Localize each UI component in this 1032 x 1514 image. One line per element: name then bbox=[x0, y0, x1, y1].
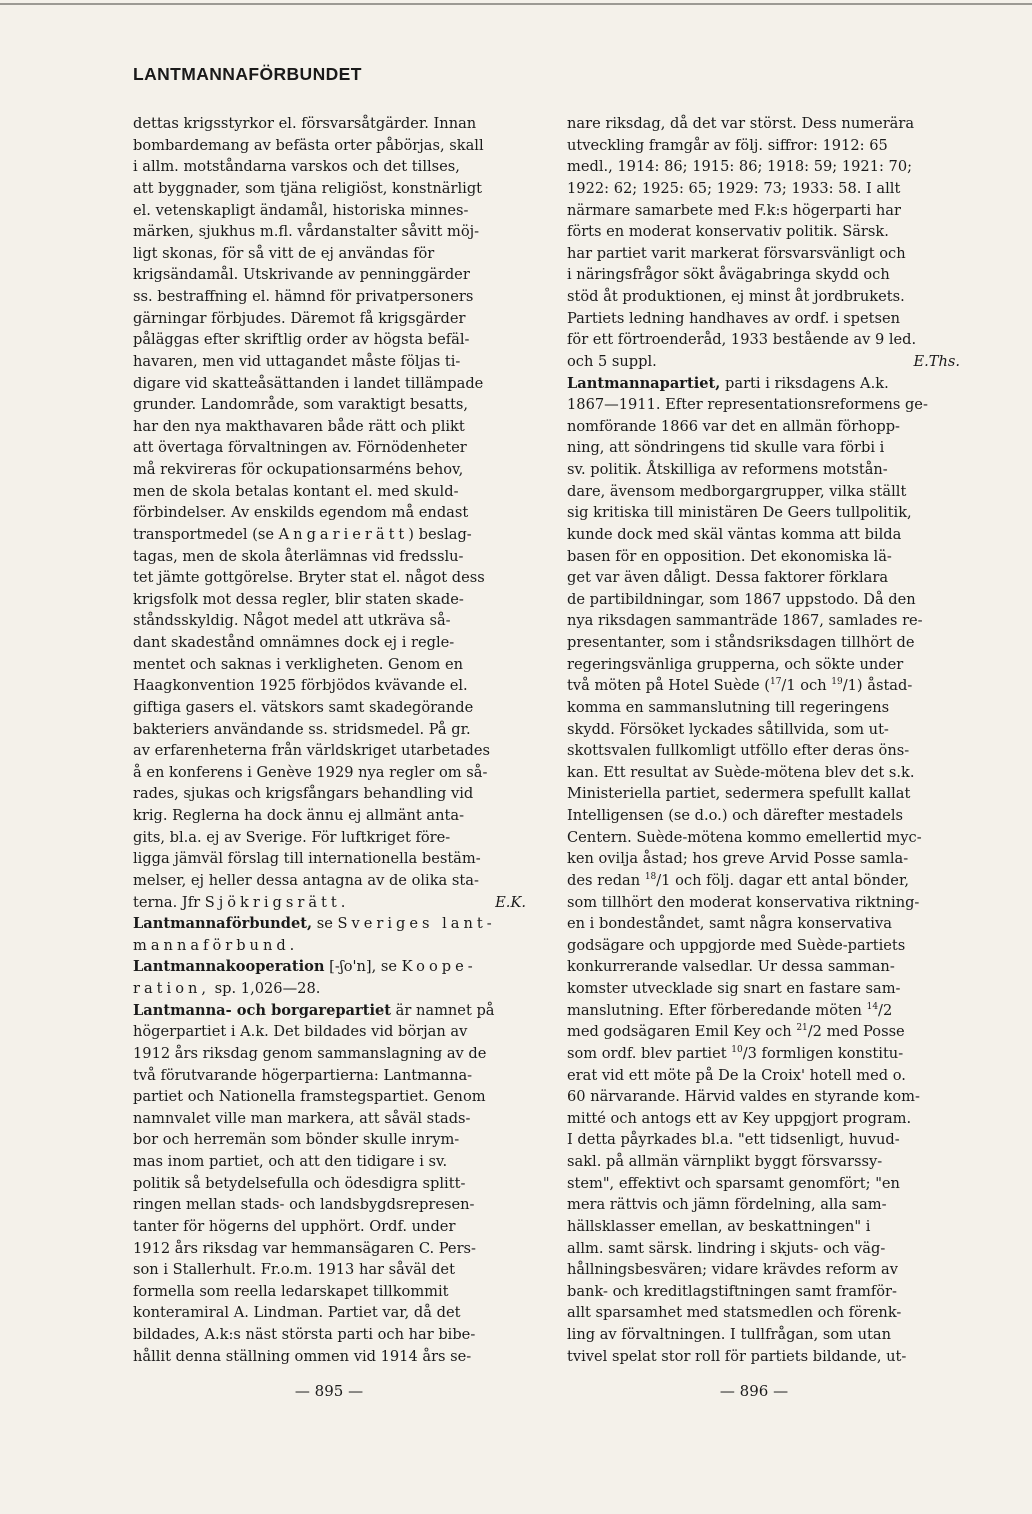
redan-sup: 18 bbox=[644, 872, 657, 883]
left-lines-1 bbox=[133, 113, 526, 524]
text-line: högerpartiet i A.k. Det bildades vid början av bbox=[133, 1023, 468, 1041]
text-line: hällsklasser emellan, av beskattningen" i bbox=[567, 1217, 871, 1235]
text-line: sig kritiska till ministären De Geers tullpolitik, bbox=[567, 504, 912, 522]
text-line: av erfarenheterna från världskriget utarbetades bbox=[133, 742, 491, 760]
jfr-link[interactable]: Sjökrigsrätt. bbox=[204, 893, 350, 911]
redan-line bbox=[567, 870, 960, 892]
text-line: medl., 1914: 86; 1915: 86; 1918: 59; 1921: 70; bbox=[567, 158, 913, 176]
top-border-rule bbox=[0, 3, 1032, 5]
signature-ek: E.K. bbox=[495, 893, 526, 911]
text-line: nomförande 1866 var det en allmän förhopp- bbox=[567, 417, 900, 435]
text-line: krigsfolk mot dessa regler, blir staten skade- bbox=[133, 590, 464, 608]
left-lines-3 bbox=[133, 1021, 526, 1367]
text-line: allm. samt särsk. lindring i skjuts- och väg- bbox=[567, 1239, 886, 1257]
text-line: två förutvarande högerpartierna: Lantmanna- bbox=[133, 1066, 473, 1084]
text-line: utveckling framgår av följ. siffror: 1912: 65 bbox=[567, 136, 888, 154]
text-line: stöd åt produktionen, ej minst åt jordbrukets. bbox=[567, 288, 905, 305]
entry2-continuation bbox=[133, 935, 526, 957]
text-line: må rekvireras för ockupationsarméns behov, bbox=[133, 461, 464, 478]
text-line: son i Stallerhult. Fr.o.m. 1913 har såväl det bbox=[133, 1261, 455, 1279]
text-line: nare riksdag, då det var störst. Dess numerära bbox=[567, 115, 915, 132]
text-line: mera rättvis och jämn fördelning, alla sam- bbox=[567, 1196, 887, 1214]
suede-post: /1) åstad- bbox=[842, 677, 913, 695]
text-line: grunder. Landområde, som varaktigt besatts, bbox=[133, 396, 469, 414]
mote-pre: manslutning. Efter förberedande möten bbox=[567, 1001, 867, 1019]
text-line: gits, bl.a. ej av Sverige. För luftkriget före- bbox=[133, 828, 451, 846]
text-line: krig. Reglerna ha dock ännu ej allmänt anta- bbox=[133, 807, 465, 824]
text-line: skydd. Försöket lyckades såtillvida, som ut- bbox=[567, 720, 889, 738]
entry-head-lantmannaforbundet: Lantmannaförbundet, bbox=[133, 915, 313, 933]
text-line: basen för en opposition. Det ekonomiska lä- bbox=[567, 547, 892, 565]
text-line: ringen mellan stads- och landsbygdsrepresen- bbox=[133, 1196, 475, 1214]
ordf-line bbox=[567, 1043, 960, 1065]
text-line: mas inom partiet, och att den tidigare i sv. bbox=[133, 1153, 448, 1170]
text-line: ning, att söndringens tid skulle vara förbi i bbox=[567, 439, 885, 457]
redan-post: /1 och följ. dagar ett antal bönder, bbox=[656, 871, 909, 889]
suede-pre: två möten på Hotel Suède ( bbox=[567, 677, 770, 695]
entry3-link[interactable]: Koope- bbox=[401, 958, 477, 976]
text-line: sv. politik. Åtskilliga av reformens motstån- bbox=[567, 461, 888, 478]
text-line: komma en sammanslutning till regeringens bbox=[567, 698, 890, 716]
right-lines-3 bbox=[567, 697, 960, 870]
text-line: påläggas efter skriftlig order av högsta befäl- bbox=[133, 331, 470, 349]
suede-sup2: 19 bbox=[831, 677, 843, 688]
text-line: men de skola betalas kontant el. med skuld- bbox=[133, 482, 459, 500]
entry4-first: är namnet på bbox=[391, 1001, 495, 1019]
suppl-text: och 5 suppl. bbox=[567, 352, 657, 370]
text-line: i näringsfrågor sökt åvägabringa skydd och bbox=[567, 266, 890, 284]
text-line: politik så betydelsefulla och ödesdigra splitt- bbox=[133, 1174, 466, 1192]
text-line: förbindelser. Av enskilds egendom må endast bbox=[133, 504, 469, 522]
text-line: närmare samarbete med F.k:s högerparti har bbox=[567, 201, 901, 219]
text-line: som tillhört den moderat konservativa riktning- bbox=[567, 893, 920, 911]
entry-head-lantmannapartiet: Lantmannapartiet, bbox=[567, 374, 721, 392]
text-line: att byggnader, som tjäna religiöst, konstnärligt bbox=[133, 179, 483, 197]
text-line: 1912 års riksdag var hemmansägaren C. Pers- bbox=[133, 1239, 476, 1257]
text-line: bakteriers användande ss. stridsmedel. På gr. bbox=[133, 720, 471, 738]
jfr-pre: terna. Jfr bbox=[133, 893, 205, 911]
text-line: dare, ävensom medborgargrupper, vilka ställt bbox=[567, 482, 907, 500]
entry2-link2[interactable]: mannaförbund. bbox=[133, 936, 299, 954]
text-line: namnvalet ville man markera, att såväl stads- bbox=[133, 1109, 471, 1127]
text-line: bildades, A.k:s näst största parti och har bibe- bbox=[133, 1326, 476, 1343]
text-line: skottsvalen fullkomligt utföllo efter deras öns- bbox=[567, 742, 910, 760]
right-lines-4 bbox=[567, 892, 960, 1000]
key-pre: med godsägaren Emil Key och bbox=[567, 1023, 797, 1041]
text-line: tvivel spelat stor roll för partiets bildande, ut- bbox=[567, 1347, 907, 1365]
text-line: 60 närvarande. Härvid valdes en styrande kom- bbox=[567, 1088, 920, 1106]
entry3-link2[interactable]: ration, bbox=[133, 980, 211, 997]
text-line: har partiet varit markerat försvarsvänligt och bbox=[567, 244, 906, 262]
text-line: 1867—1911. Efter representationsreformens ge- bbox=[567, 396, 928, 414]
text-line: dettas krigsstyrkor el. försvarsåtgärder. Innan bbox=[133, 115, 477, 132]
page-number-left: — 895 — bbox=[294, 1382, 364, 1400]
suede-sup1: 17 bbox=[769, 677, 782, 688]
text-line: tagas, men de skola återlämnas vid fredsslu- bbox=[133, 547, 464, 565]
suede-line bbox=[567, 675, 960, 697]
text-line: tet jämte gottgörelse. Bryter stat el. något dess bbox=[133, 569, 485, 587]
text-line: konteramiral A. Lindman. Partiet var, då det bbox=[133, 1304, 461, 1322]
text-line: giftiga gasers el. vätskors samt skadegörande bbox=[133, 698, 474, 716]
text-line: de partibildningar, som 1867 uppstodo. Då den bbox=[567, 590, 916, 608]
text-line: en i bondeståndet, samt några konservativa bbox=[567, 915, 892, 933]
text-line: Intelligensen (se d.o.) och därefter mestadels bbox=[567, 807, 903, 824]
entry-lantmannapartiet bbox=[567, 373, 960, 395]
text-line: dant skadestånd omnämnes dock ej i regle- bbox=[133, 634, 455, 651]
text-line: ståndsskyldig. Något medel att utkräva så- bbox=[133, 612, 451, 630]
text-line: erat vid ett möte på De la Croix' hotell med o. bbox=[567, 1066, 906, 1084]
text-line: krigsändamål. Utskrivande av penninggärder bbox=[133, 266, 470, 284]
ordf-pre: som ordf. blev partiet bbox=[567, 1044, 732, 1062]
suede-mid: /1 och bbox=[781, 677, 832, 695]
text-line: förts en moderat konservativ politik. Särsk. bbox=[567, 223, 889, 241]
angarie-line bbox=[133, 524, 526, 546]
key-post: /2 med Posse bbox=[807, 1023, 905, 1041]
text-line: bor och herremän som bönder skulle inrym- bbox=[133, 1131, 460, 1149]
right-lines-2 bbox=[567, 394, 960, 675]
text-line: märken, sjukhus m.fl. vårdanstalter såvitt möj- bbox=[133, 223, 480, 241]
text-line: att övertaga förvaltningen av. Förnödenheter bbox=[133, 439, 467, 457]
signature-eths: E.Ths. bbox=[913, 352, 960, 370]
text-line: allt sparsamhet med statsmedlen och förenk- bbox=[567, 1304, 902, 1322]
text-line: hållningsbesvären; vidare krävdes reform av bbox=[567, 1261, 898, 1279]
key-line bbox=[567, 1021, 960, 1043]
right-lines-5 bbox=[567, 1065, 960, 1368]
angarie-link[interactable]: Angarierätt bbox=[278, 525, 409, 543]
text-line: kan. Ett resultat av Suède-mötena blev det s.k. bbox=[567, 763, 915, 781]
text-line: rades, sjukas och krigsfångars behandling vid bbox=[133, 785, 474, 803]
text-line: gärningar förbjudes. Däremot få krigsgärder bbox=[133, 309, 466, 327]
jfr-line bbox=[133, 892, 526, 914]
text-line: el. vetenskapligt ändamål, historiska minnes- bbox=[133, 201, 469, 219]
text-line: formella som reella ledarskapet tillkommit bbox=[133, 1282, 449, 1300]
page-number-right: — 896 — bbox=[719, 1382, 789, 1400]
entry-head-borgarepartiet: Lantmanna- och borgarepartiet bbox=[133, 1001, 392, 1019]
text-line: godsägare och uppgjorde med Suède-partiets bbox=[567, 936, 906, 954]
text-line: ken ovilja åstad; hos greve Arvid Posse samla- bbox=[567, 850, 909, 868]
mote-post: /2 bbox=[878, 1001, 893, 1019]
text-line: ling av förvaltningen. I tullfrågan, som utan bbox=[567, 1326, 891, 1343]
entry2-pre: se bbox=[312, 915, 338, 933]
angarie-post: ) beslag- bbox=[408, 525, 472, 543]
text-line: havaren, men vid uttagandet måste följas ti- bbox=[133, 352, 461, 370]
entry-head-lantmannakooperation: Lantmannakooperation bbox=[133, 958, 325, 976]
right-lines-1 bbox=[567, 113, 960, 351]
text-line: 1912 års riksdag genom sammanslagning av de bbox=[133, 1044, 487, 1062]
angarie-pre: transportmedel (se bbox=[133, 525, 279, 543]
text-line: kunde dock med skäl väntas komma att bilda bbox=[567, 525, 902, 543]
text-line: nya riksdagen sammanträde 1867, samlades re- bbox=[567, 612, 923, 630]
text-line: Partiets ledning handhaves av ordf. i spetsen bbox=[567, 309, 901, 327]
text-line: mentet och saknas i verkligheten. Genom en bbox=[133, 655, 464, 673]
text-line: stem", effektivt och sparsamt genomfört; "en bbox=[567, 1174, 900, 1192]
text-line: get var även dåligt. Dessa faktorer förklara bbox=[567, 569, 889, 587]
text-line: I detta påyrkades bl.a. "ett tidsenligt, huvud- bbox=[567, 1131, 900, 1149]
text-line: konkurrerande valsedlar. Ur dessa samman- bbox=[567, 958, 895, 976]
text-line: bombardemang av befästa orter påbörjas, skall bbox=[133, 136, 484, 154]
text-line: å en konferens i Genève 1929 nya regler om så- bbox=[133, 763, 488, 781]
left-lines-2 bbox=[133, 546, 526, 892]
text-line: hållit denna ställning ommen vid 1914 års se- bbox=[133, 1347, 472, 1365]
text-line: ligt skonas, för så vitt de ej användas för bbox=[133, 244, 435, 262]
text-line: ss. bestraffning el. hämnd för privatpersoners bbox=[133, 288, 474, 305]
running-head: LANTMANNAFÖRBUNDET bbox=[133, 64, 362, 84]
text-line: Centern. Suède-mötena kommo emellertid myc- bbox=[567, 828, 922, 846]
entry-lantmannakooperation bbox=[133, 956, 526, 978]
entry-first: parti i riksdagens A.k. bbox=[720, 374, 889, 392]
text-line: 1922: 62; 1925: 65; 1929: 73; 1933: 58. I allt bbox=[567, 179, 901, 197]
key-sup: 21 bbox=[796, 1023, 808, 1034]
text-line: regeringsvänliga grupperna, och sökte under bbox=[567, 655, 904, 673]
text-line: har den nya makthavaren både rätt och plikt bbox=[133, 417, 465, 435]
redan-pre: des redan bbox=[567, 871, 645, 889]
text-line: melser, ej heller dessa antagna av de olika sta- bbox=[133, 871, 479, 889]
entry2-link[interactable]: Sveriges lant- bbox=[337, 915, 496, 933]
right-column bbox=[567, 113, 960, 1367]
ordf-post: /3 formligen konstitu- bbox=[742, 1044, 904, 1062]
suppl-line bbox=[567, 351, 960, 373]
entry-lantmannaforbundet bbox=[133, 913, 526, 935]
entry3-post: sp. 1,026—28. bbox=[210, 980, 321, 997]
text-line: tanter för högerns del upphört. Ordf. under bbox=[133, 1217, 456, 1235]
left-column bbox=[133, 113, 526, 1367]
ordf-sup: 10 bbox=[731, 1045, 743, 1056]
entry3-pre: [-ʃo'n], se bbox=[324, 958, 402, 976]
text-line: bank- och kreditlagstiftningen samt framför- bbox=[567, 1282, 897, 1300]
entry3-continuation bbox=[133, 978, 526, 1000]
text-line: sakl. på allmän värnplikt byggt försvarssy- bbox=[567, 1153, 883, 1170]
text-line: mitté och antogs ett av Key uppgjort program. bbox=[567, 1109, 912, 1127]
text-line: komster utvecklade sig snart en fastare sam- bbox=[567, 980, 901, 997]
entry-lantmanna-och-borgarepartiet bbox=[133, 1000, 526, 1022]
text-line: ligga jämväl förslag till internationella bestäm- bbox=[133, 850, 481, 868]
text-line: partiet och Nationella framstegspartiet. Genom bbox=[133, 1088, 486, 1106]
text-line: presentanter, som i ståndsriksdagen tillhört de bbox=[567, 634, 915, 651]
mote-sup: 14 bbox=[866, 1001, 879, 1012]
text-line: Ministeriella partiet, sedermera spefullt kallat bbox=[567, 785, 911, 803]
text-line: digare vid skatteåsättanden i landet tillämpade bbox=[133, 374, 484, 392]
text-line: i allm. motståndarna varskos och det tillses, bbox=[133, 158, 460, 176]
text-line: Haagkonvention 1925 förbjödos kvävande el. bbox=[133, 677, 468, 695]
text-line: för ett förtroenderåd, 1933 bestående av 9 led. bbox=[567, 331, 917, 349]
mote-line bbox=[567, 1000, 960, 1022]
